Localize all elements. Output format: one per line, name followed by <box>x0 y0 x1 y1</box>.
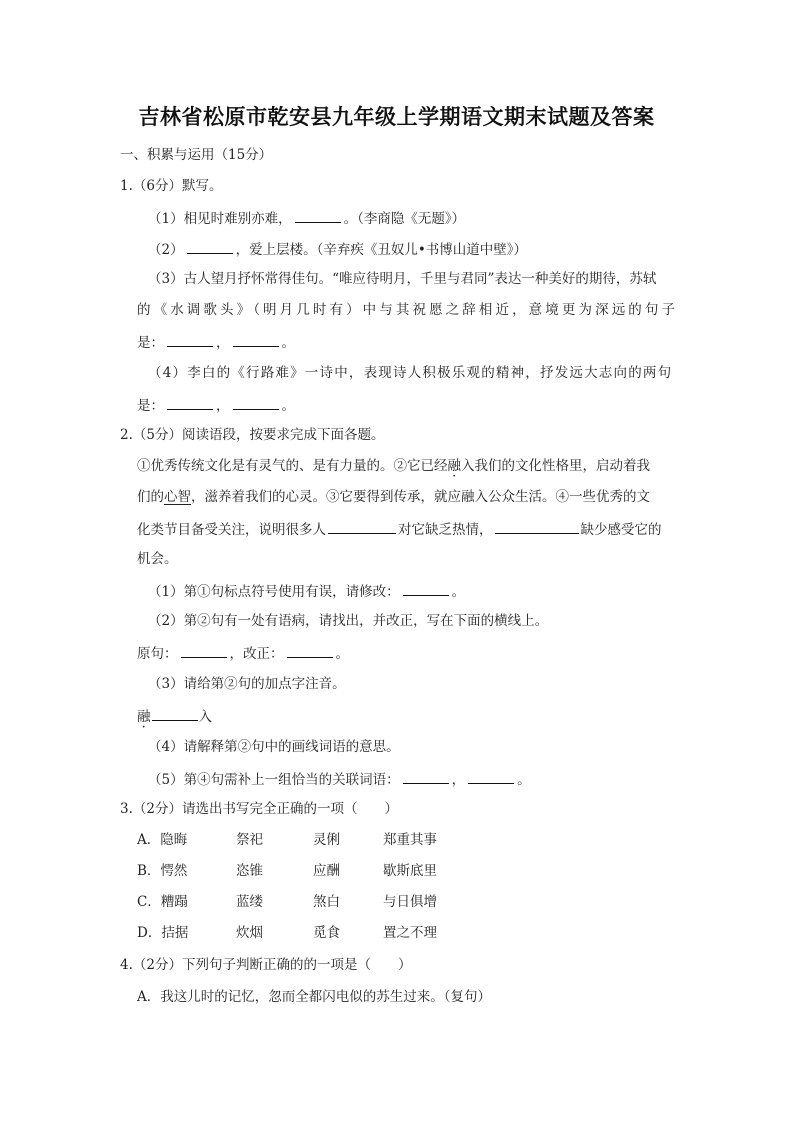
original-label: 原句： <box>137 646 178 662</box>
answer-blank[interactable] <box>152 706 198 721</box>
passage-line-4: 机会。 <box>137 551 178 567</box>
period: 。 <box>281 398 295 414</box>
correction-label: ，改正： <box>229 646 284 662</box>
option-word: 歇斯底里 <box>383 863 437 879</box>
option-word: 觅食 <box>313 925 340 941</box>
q1-item-3-prefix: 是： <box>137 335 164 351</box>
q1-item-2-prefix: （2） <box>148 242 184 258</box>
answer-blank[interactable] <box>287 643 333 658</box>
option-label: B．愕然 <box>137 863 188 879</box>
comma: ， <box>216 335 230 351</box>
char: 入 <box>198 709 212 725</box>
answer-blank[interactable] <box>233 395 279 410</box>
option-word: 置之不理 <box>383 925 437 941</box>
q1-item-3-line3 <box>137 332 295 352</box>
option-label: C．糟蹋 <box>137 894 188 910</box>
q1-item-3-line1: （3）古人望月抒怀常得佳句。“唯应待明月，千里与君同”表达一种美好的期待，苏轼 <box>148 271 657 287</box>
answer-blank[interactable] <box>495 519 579 534</box>
answer-blank[interactable] <box>167 395 213 410</box>
option-word: 应酬 <box>313 863 340 879</box>
comma: ， <box>216 398 230 414</box>
passage-text: ，滋养着我们的心灵。③它要得到传承，就应融入公众生活。④一些优秀的文 <box>191 489 650 505</box>
answer-blank[interactable] <box>403 581 449 596</box>
passage-text: 缺少感受它的 <box>580 522 662 538</box>
dotted-char: 融 <box>447 458 461 474</box>
question-1-stem: 1.（6分）默写。 <box>120 178 223 194</box>
passage-text: 们的 <box>137 489 164 505</box>
passage-text: 化类节目备受关注，说明很多人 <box>137 522 326 538</box>
period: 。 <box>517 772 531 788</box>
q1-item-4-line2 <box>137 395 295 415</box>
q2-sub-5 <box>148 769 531 789</box>
q2-sub-4: （4）请解释第②句中的画线词语的意思。 <box>148 739 400 755</box>
passage-text: 入我们的文化性格里，启动着我 <box>461 458 650 474</box>
q1-item-4-prefix: 是： <box>137 398 164 414</box>
passage-line-2 <box>137 488 650 506</box>
period: 。 <box>335 646 349 662</box>
period: 。 <box>451 584 466 600</box>
answer-blank[interactable] <box>181 643 227 658</box>
q1-item-1 <box>148 208 465 228</box>
passage-line-3 <box>137 519 662 539</box>
q1-item-1-prefix: （1）相见时难别亦难， <box>148 211 292 227</box>
option-word: 煞白 <box>313 894 340 910</box>
q2-sub-2: （2）第②句有一处有语病，请找出，并改正，写在下面的横线上。 <box>148 613 549 629</box>
option-word: 祭祀 <box>236 832 263 848</box>
q2-sub-1 <box>148 581 465 601</box>
answer-blank[interactable] <box>187 239 233 254</box>
q2-sub-5-text: （5）第④句需补上一组恰当的关联词语： <box>148 772 400 788</box>
passage-text: 对它缺乏热情， <box>398 522 493 538</box>
option-word: 郑重其事 <box>383 832 437 848</box>
dotted-char: 融 <box>137 709 151 725</box>
option-label: A．隐晦 <box>137 832 188 848</box>
question-4-stem: 4.（2分）下列句子判断正确的的一项是（ ） <box>120 957 412 973</box>
option-word: 与日俱增 <box>383 894 437 910</box>
option-word: 恣锥 <box>236 863 263 879</box>
q2-sub-3-answer <box>137 706 212 726</box>
option-label: D．拮据 <box>137 925 189 941</box>
answer-blank[interactable] <box>233 332 279 347</box>
underlined-word: 心智 <box>164 489 191 505</box>
question-2-stem: 2.（5分）阅读语段，按要求完成下面各题。 <box>120 427 385 443</box>
q1-item-2 <box>148 239 527 259</box>
q1-item-2-suffix: ，爱上层楼。（辛弃疾《丑奴儿•书博山道中壁》） <box>235 242 528 258</box>
option-word: 灵俐 <box>313 832 340 848</box>
q2-sub-3: （3）请给第②句的加点字注音。 <box>148 676 346 692</box>
answer-blank[interactable] <box>468 769 514 784</box>
passage-text: ①优秀传统文化是有灵气的、是有力量的。②它已经 <box>137 458 448 474</box>
passage-line-1 <box>137 457 650 475</box>
answer-blank[interactable] <box>328 519 396 534</box>
q1-item-4-line1: （4）李白的《行路难》一诗中，表现诗人积极乐观的精神，抒发远大志向的两句 <box>148 365 673 381</box>
q2-sub-1-text: （1）第①句标点符号使用有误，请修改： <box>148 584 400 600</box>
answer-blank[interactable] <box>167 332 213 347</box>
section-heading: 一、积累与运用（15分） <box>120 147 273 163</box>
answer-blank[interactable] <box>403 769 449 784</box>
question-3-stem: 3.（2分）请选出书写完全正确的一项（ ） <box>120 801 398 817</box>
option-word: 炊烟 <box>236 925 263 941</box>
q4-option-a[interactable]: A．我这儿时的记忆，忽而全都闪电似的苏生过来。（复句） <box>137 989 491 1005</box>
period: 。 <box>281 335 295 351</box>
page-title: 吉林省松原市乾安县九年级上学期语文期末试题及答案 <box>138 105 655 129</box>
q1-item-3-line2: 的《水调歌头》（明月几时有）中与其祝愿之辞相近，意境更为深远的句子 <box>137 302 675 318</box>
q2-sub-2-answer <box>137 643 349 663</box>
q1-item-1-suffix: 。（李商隐《无题》） <box>343 211 466 227</box>
answer-blank[interactable] <box>295 208 341 223</box>
option-word: 蓝缕 <box>236 894 263 910</box>
comma: ， <box>451 772 466 788</box>
